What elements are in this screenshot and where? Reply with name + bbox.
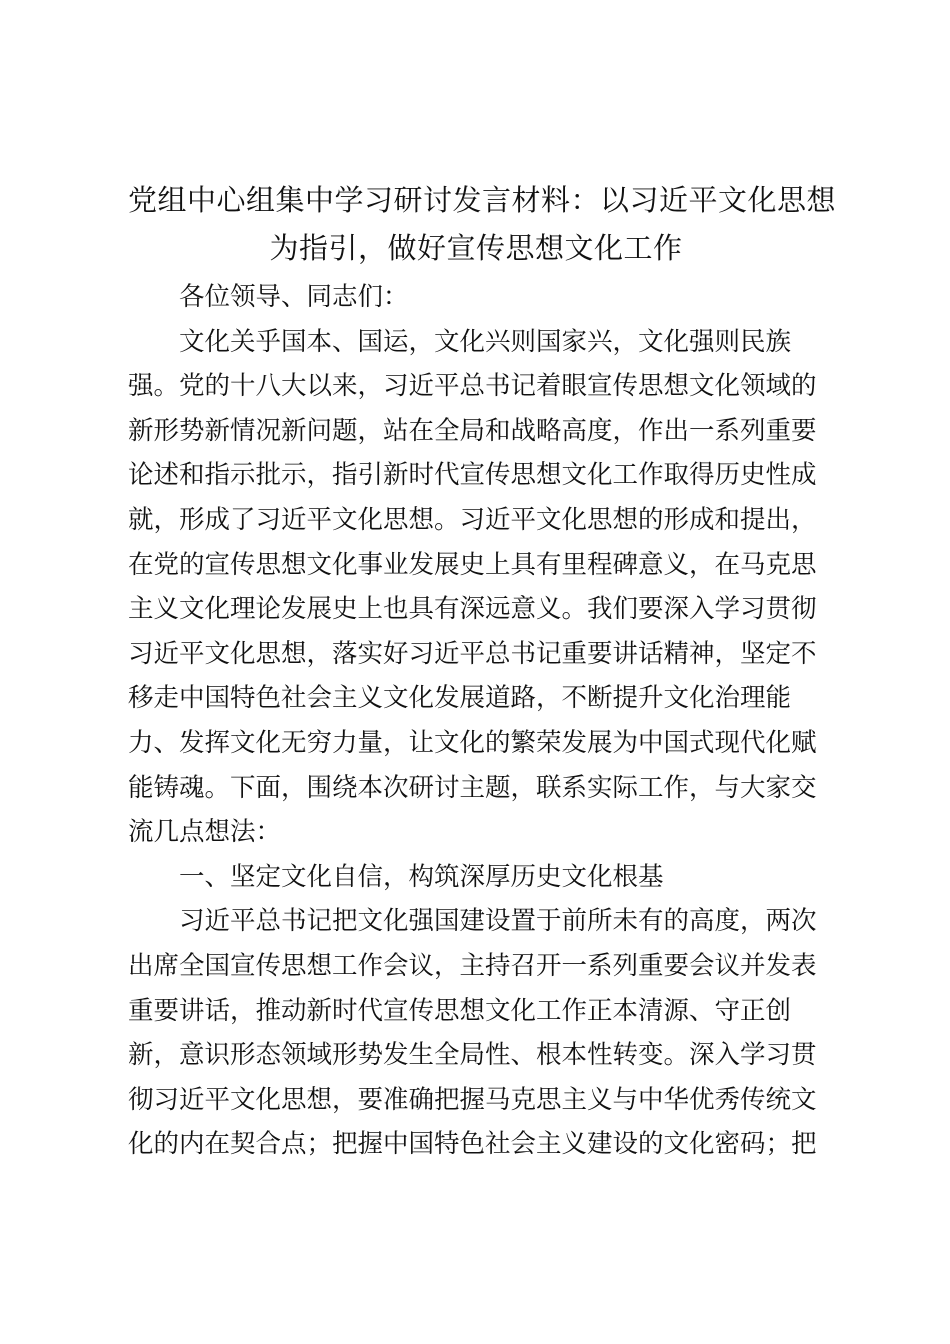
text-line: 能铸魂。下面，围绕本次研讨主题，联系实际工作，与大家交 — [128, 772, 817, 803]
text-line: 力、发挥文化无穷力量，让文化的繁荣发展为中国式现代化赋 — [128, 727, 817, 758]
title-line-2: 为指引，做好宣传思想文化工作 — [269, 231, 683, 265]
text-line: 新形势新情况新问题，站在全局和战略高度，作出一系列重要 — [128, 415, 817, 446]
text-line: 流几点想法： — [128, 817, 282, 848]
salutation: 各位领导、同志们： — [179, 282, 409, 312]
text-line: 强。党的十八大以来，习近平总书记着眼宣传思想文化领域的 — [128, 371, 817, 402]
text-line: 出席全国宣传思想工作会议，主持召开一系列重要会议并发表 — [128, 950, 817, 981]
text-line: 化的内在契合点；把握中国特色社会主义建设的文化密码；把 — [128, 1129, 817, 1160]
text-line: 论述和指示批示，指引新时代宣传思想文化工作取得历史性成 — [128, 460, 817, 491]
text-line: 习近平文化思想，落实好习近平总书记重要讲话精神，坚定不 — [128, 638, 817, 669]
text-line: 文化关乎国本、国运，文化兴则国家兴，文化强则民族 — [179, 326, 792, 357]
text-line: 重要讲话，推动新时代宣传思想文化工作正本清源、守正创 — [128, 995, 792, 1026]
title-line-1: 党组中心组集中学习研讨发言材料：以习近平文化思想 — [128, 183, 837, 217]
text-line: 主义文化理论发展史上也具有深远意义。我们要深入学习贯彻 — [128, 594, 817, 625]
document-body — [128, 275, 818, 1167]
section-heading: 一、坚定文化自信，构筑深厚历史文化根基 — [179, 861, 664, 892]
text-line: 彻习近平文化思想，要准确把握马克思主义与中华优秀传统文 — [128, 1084, 817, 1115]
text-line: 新，意识形态领域形势发生全局性、根本性转变。深入学习贯 — [128, 1040, 817, 1071]
document-title — [128, 176, 837, 272]
text-line: 就，形成了习近平文化思想。习近平文化思想的形成和提出， — [128, 504, 817, 535]
text-line: 习近平总书记把文化强国建设置于前所未有的高度，两次 — [179, 906, 817, 937]
text-line: 在党的宣传思想文化事业发展史上具有里程碑意义，在马克思 — [128, 549, 817, 580]
text-line: 移走中国特色社会主义文化发展道路，不断提升文化治理能 — [128, 683, 792, 714]
